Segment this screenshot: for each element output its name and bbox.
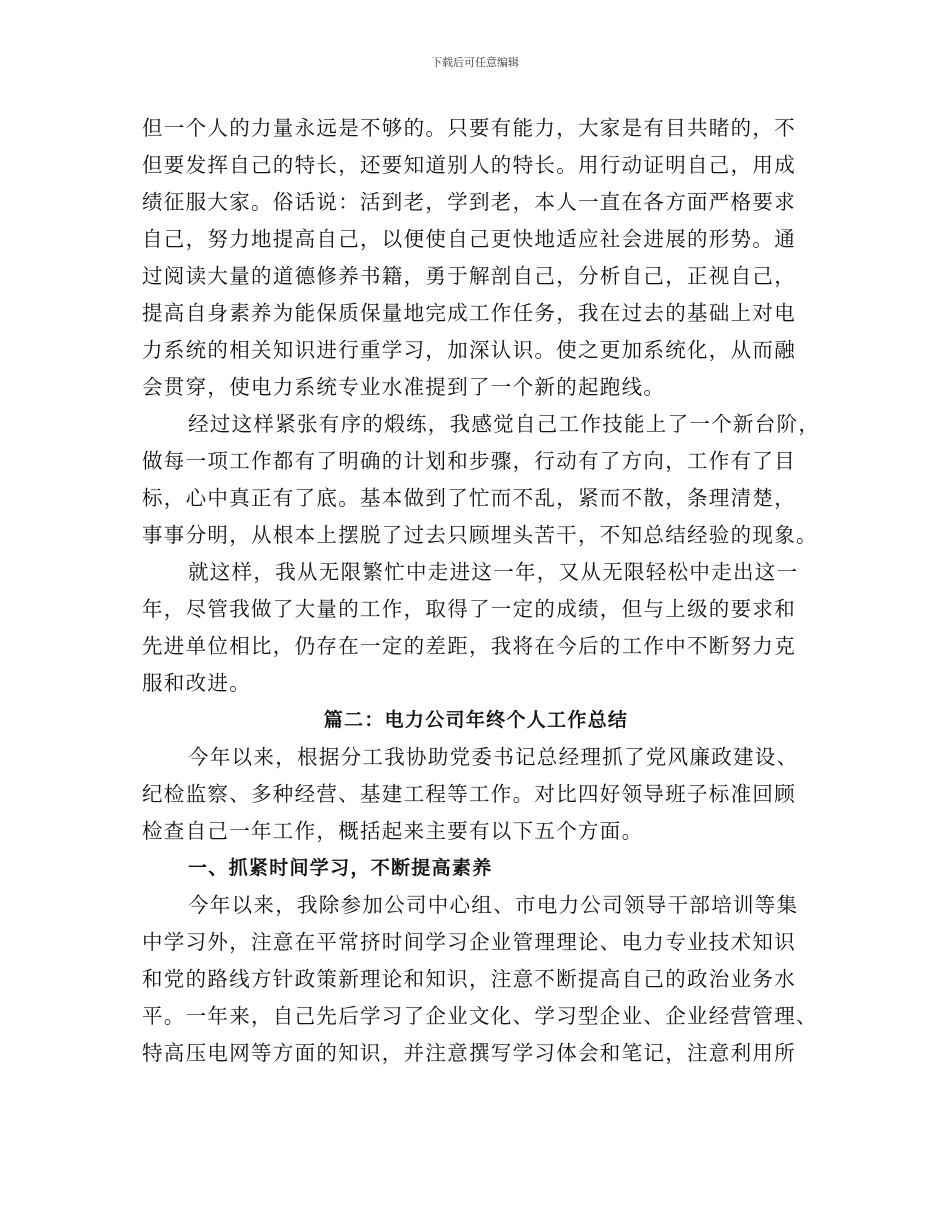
text-line: 先进单位相比，仍存在一定的差距，我将在今后的工作中不断努力克	[142, 634, 796, 658]
section-heading: 一、抓紧时间学习，不断提高素养	[188, 857, 493, 879]
text-line: 今年以来，我除参加公司中心组、市电力公司领导干部培训等集	[188, 893, 799, 917]
text-line: 但一个人的力量永远是不够的。只要有能力，大家是有目共睹的，不	[142, 116, 796, 140]
text-line: 特高压电网等方面的知识，并注意撰写学习体会和笔记，注意利用所	[142, 1041, 796, 1065]
text-line: 事事分明，从根本上摆脱了过去只顾埋头苦干，不知总结经验的现象。	[142, 523, 818, 547]
text-line: 中学习外，注意在平常挤时间学习企业管理理论、电力专业技术知识	[142, 930, 796, 954]
text-line: 和党的路线方针政策新理论和知识，注意不断提高自己的政治业务水	[142, 967, 796, 991]
text-line: 平。一年来，自己先后学习了企业文化、学习型企业、企业经营管理、	[142, 1004, 818, 1028]
text-line: 提高自身素养为能保质保量地完成工作任务，我在过去的基础上对电	[142, 301, 796, 325]
text-line: 纪检监察、多种经营、基建工程等工作。对比四好领导班子标准回顾	[142, 782, 796, 806]
text-line: 今年以来，根据分工我协助党委书记总经理抓了党风廉政建设、	[188, 745, 799, 769]
section-title: 篇二：电力公司年终个人工作总结	[323, 709, 629, 731]
text-line: 标，心中真正有了底。基本做到了忙而不乱，紧而不散，条理清楚，	[142, 486, 796, 510]
text-line: 力系统的相关知识进行重学习，加深认识。使之更加系统化，从而融	[142, 338, 796, 362]
text-line: 检查自己一年工作，概括起来主要有以下五个方面。	[142, 819, 644, 843]
text-line: 服和改进。	[142, 671, 251, 695]
text-line: 年，尽管我做了大量的工作，取得了一定的成绩，但与上级的要求和	[142, 597, 796, 621]
text-line: 自己，努力地提高自己，以便使自己更快地适应社会进展的形势。通	[142, 227, 796, 251]
page-header: 下载后可任意编辑	[431, 56, 519, 69]
text-line: 经过这样紧张有序的煅练，我感觉自己工作技能上了一个新台阶，	[188, 412, 821, 436]
text-line: 绩征服大家。俗话说：活到老，学到老，本人一直在各方面严格要求	[142, 190, 796, 214]
text-line: 就这样，我从无限繁忙中走进这一年，又从无限轻松中走出这一	[188, 560, 799, 584]
text-line: 过阅读大量的道德修养书籍，勇于解剖自己，分析自己，正视自己，	[142, 264, 796, 288]
text-line: 做每一项工作都有了明确的计划和步骤，行动有了方向，工作有了目	[142, 449, 796, 473]
document-body	[142, 110, 832, 1072]
text-line: 但要发挥自己的特长，还要知道别人的特长。用行动证明自己，用成	[142, 153, 796, 177]
text-line: 会贯穿，使电力系统专业水准提到了一个新的起跑线。	[142, 375, 666, 399]
